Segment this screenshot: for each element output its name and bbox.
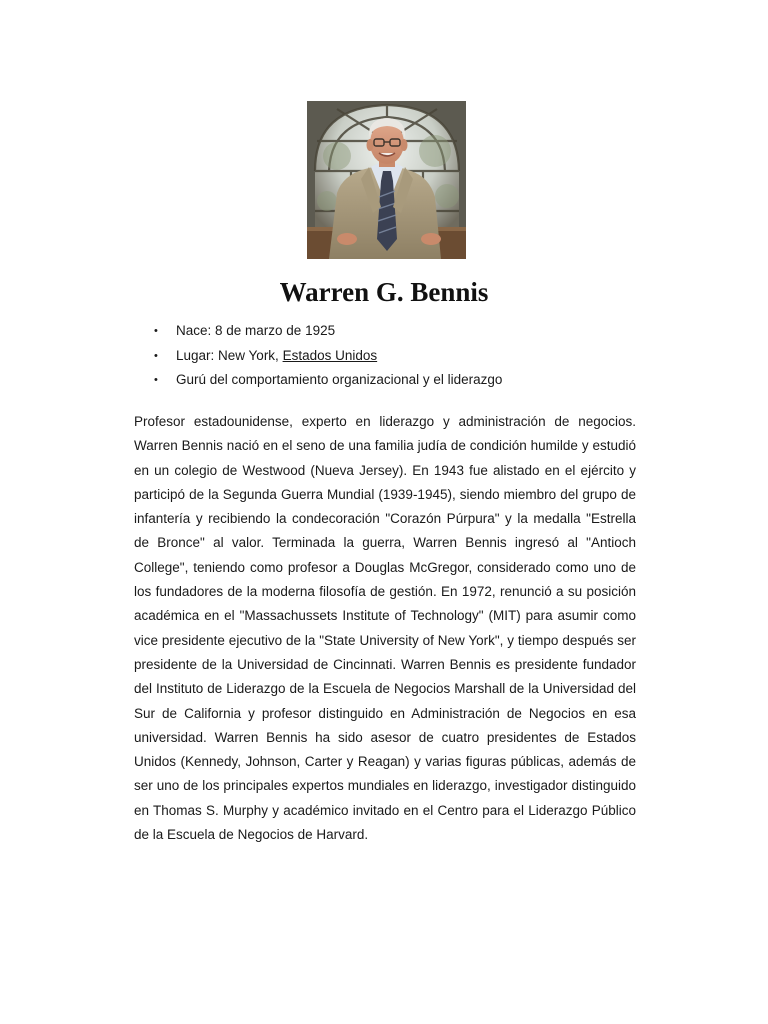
facts-list	[133, 319, 693, 393]
birth-date-text: Nace: 8 de marzo de 1925	[176, 323, 336, 338]
biography-paragraph: Profesor estadounidense, experto en liderazgo y administración de negocios. Warren Bennis nació en el seno de una familia judía de condición humilde y estudió en un colegio de Westwood (Nueva Jersey). En 1943 fue alistado en el ejército y participó de la Segunda Guerra Mundial (1939-1945), siendo miembro del grupo de infantería y recibiendo la condecoración "Corazón Púrpura" y la medalla "Estrella de Bronce" al valor. Terminada la guerra, Warren Bennis ingresó al "Antioch College", teniendo como profesor a Douglas McGregor, considerado como uno de los fundadores de la moderna filosofía de gestión. En 1972, renunció a su posición académica en el "Massachussets Institute of Technology" (MIT) para asumir como vice presidente ejecutivo de la "State University of New York", y tiempo después ser presidente de la Universidad de Cincinnati. Warren Bennis es presidente fundador del Instituto de Liderazgo de la Escuela de Negocios Marshall de la Universidad del Sur de California y profesor distinguido en Administración de Negocios en esa universidad. Warren Bennis ha sido asesor de cuatro presidentes de Estados Unidos (Kennedy, Johnson, Carter y Reagan) y varias figuras públicas, además de ser uno de los principales expertos mundiales en liderazgo, investigador distinguido en Thomas S. Murphy y académico invitado en el Centro para el Liderazgo Público de la Escuela de Negocios de Harvard.	[134, 414, 636, 843]
estados-unidos-link[interactable]: Estados Unidos	[282, 347, 378, 363]
list-item	[133, 368, 693, 393]
birthplace-text: Lugar: New York,	[176, 347, 283, 363]
specialty-text: Gurú del comportamiento organizacional y el liderazgo	[176, 372, 503, 387]
bullet-icon: •	[154, 349, 158, 362]
list-item	[133, 319, 693, 344]
list-item	[133, 344, 693, 369]
person-portrait-icon	[307, 101, 466, 259]
bullet-icon: •	[154, 325, 158, 337]
portrait-image	[307, 101, 466, 259]
page-title: Warren G. Bennis	[279, 277, 489, 307]
bullet-icon: •	[154, 374, 158, 386]
